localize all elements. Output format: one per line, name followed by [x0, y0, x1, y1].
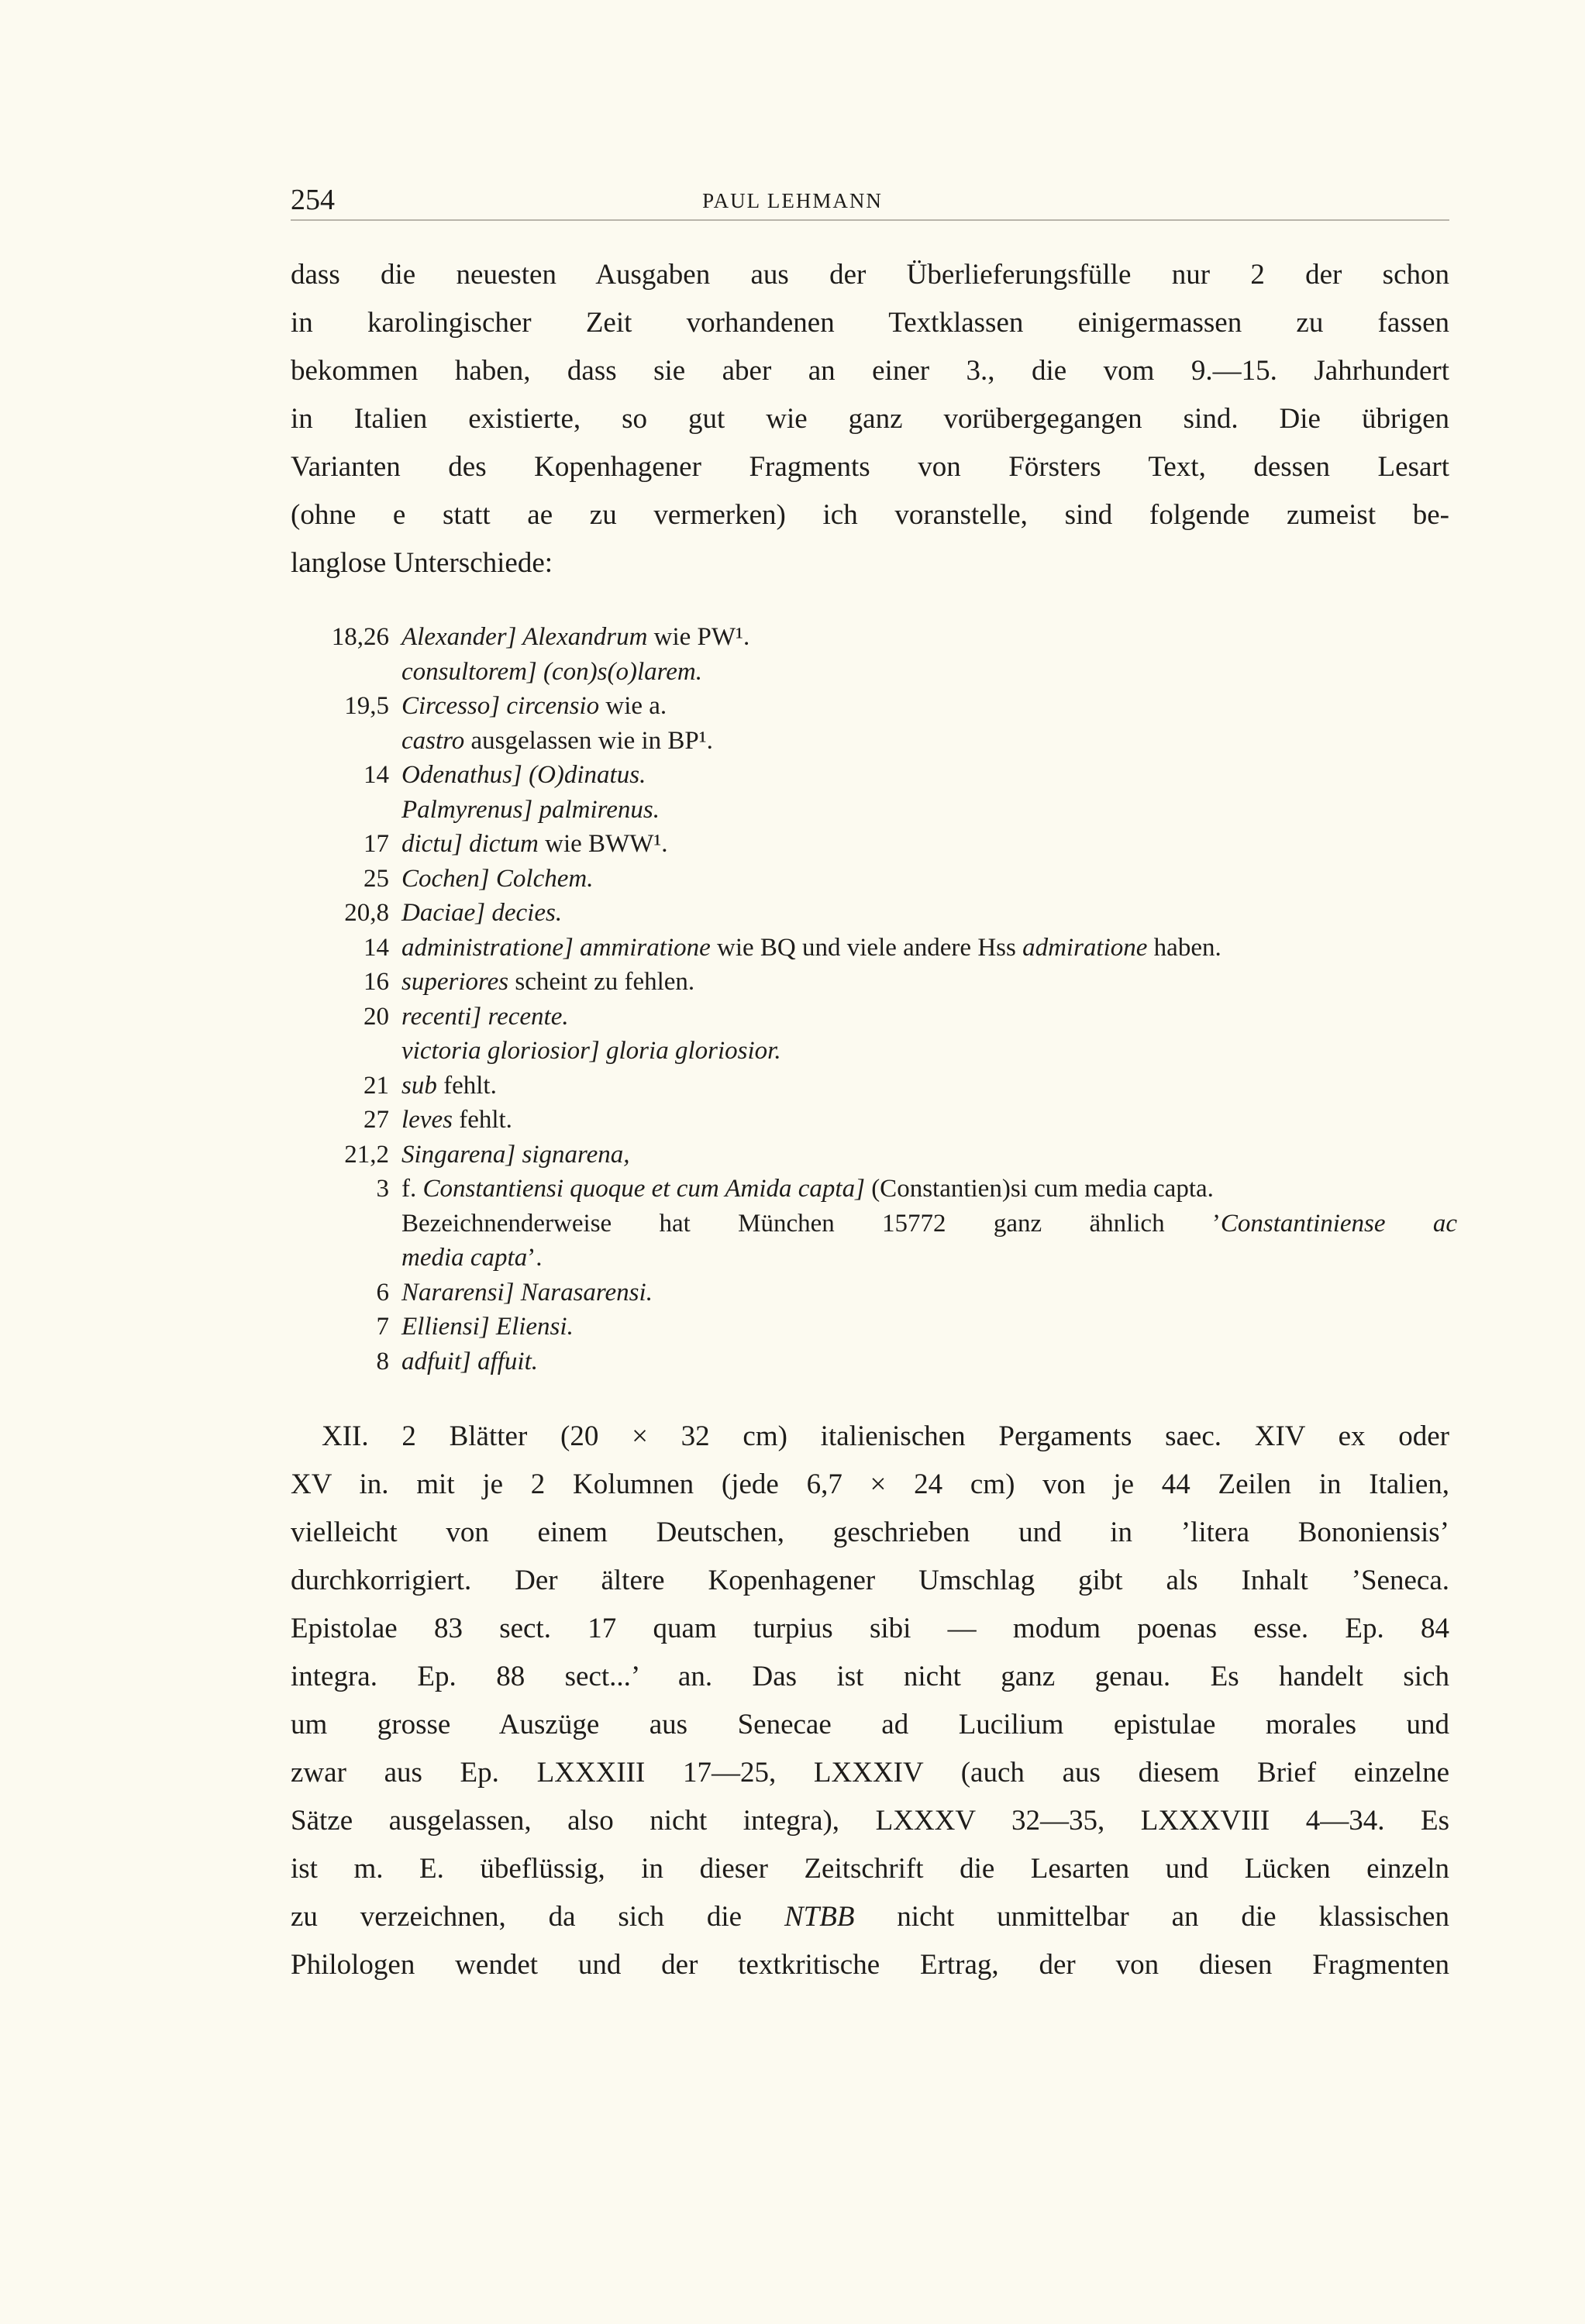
variant-reading — [401, 724, 1457, 759]
variant-reading — [401, 862, 1457, 897]
apparatus-entry — [295, 620, 1457, 655]
text-line — [291, 1893, 1449, 1941]
text-line — [291, 1797, 1449, 1845]
variant-reading — [401, 1138, 1457, 1172]
page-number: 254 — [291, 184, 335, 216]
apparatus-entry — [295, 1103, 1457, 1138]
text-line — [291, 539, 1449, 587]
text-run: in Italien existierte, so gut wie ganz vorübergegangen sind. Die übrigen — [291, 403, 1449, 435]
text-run: ausgelassen wie in BP¹. — [464, 726, 713, 755]
apparatus-entry — [295, 1310, 1457, 1344]
header-rule — [291, 219, 1449, 221]
text-line — [291, 251, 1449, 299]
text-line — [291, 1845, 1449, 1893]
italic-text: Palmyrenus] palmirenus. — [401, 795, 660, 824]
text-run: nicht unmittelbar an die klassischen — [854, 1901, 1449, 1933]
text-run: wie a. — [599, 692, 667, 720]
line-reference — [295, 655, 401, 690]
apparatus-entry — [295, 1000, 1457, 1035]
apparatus-entry — [295, 896, 1457, 931]
variant-reading — [401, 689, 1457, 724]
variant-reading — [401, 896, 1457, 931]
line-reference: 3 — [376, 1175, 389, 1203]
section-xii-paragraph — [291, 1413, 1449, 1989]
text-line — [291, 299, 1449, 347]
text-run: (ohne e statt ae zu vermerken) ich voranstelle, sind folgende zumeist be- — [291, 499, 1449, 531]
text-line — [291, 1653, 1449, 1701]
text-run: durchkorrigiert. Der ältere Kopenhagener Umschlag gibt als Inhalt ’Seneca. — [291, 1565, 1449, 1596]
text-run: bekommen haben, dass sie aber an einer 3., die vom 9.—15. Jahrhundert — [291, 355, 1449, 387]
variant-reading — [401, 1207, 1457, 1241]
apparatus-entry — [295, 1034, 1457, 1069]
italic-text: victoria gloriosior] gloria gloriosior. — [401, 1037, 781, 1065]
text-run: haben. — [1147, 933, 1221, 962]
text-line — [291, 347, 1449, 395]
apparatus-entry — [295, 793, 1457, 828]
apparatus-entry — [295, 1344, 1457, 1379]
apparatus-entry — [295, 965, 1457, 1000]
text-line — [291, 1557, 1449, 1605]
variant-reading — [401, 620, 1457, 655]
text-run: dass die neuesten Ausgaben aus der Überlieferungsfülle nur 2 der schon — [291, 259, 1449, 291]
variant-reading — [401, 1241, 1457, 1276]
text-run: Sätze ausgelassen, also nicht integra), LXXXV 32—35, LXXXVIII 4—34. Es — [291, 1805, 1449, 1837]
text-line — [291, 1413, 1449, 1461]
text-run: scheint zu fehlen. — [508, 968, 695, 996]
apparatus-entry — [295, 1138, 1457, 1172]
line-reference — [295, 793, 401, 828]
text-line — [291, 491, 1449, 539]
variant-reading — [401, 1276, 1457, 1310]
italic-text: sub — [401, 1071, 437, 1100]
variant-reading — [401, 965, 1457, 1000]
line-reference: 21,2 — [344, 1140, 389, 1169]
apparatus-entry — [295, 1276, 1457, 1310]
apparatus-entry — [295, 758, 1457, 793]
line-reference: 20 — [364, 1002, 389, 1031]
text-run: ’. — [527, 1244, 543, 1272]
italic-text: Nararensi] Narasarensi. — [401, 1278, 653, 1307]
text-run: fehlt. — [436, 1071, 497, 1100]
line-reference: 19,5 — [344, 692, 389, 720]
italic-text: Cochen] Colchem. — [401, 864, 594, 893]
italic-text: Odenathus] (O)dinatus. — [401, 761, 646, 789]
text-run: Philologen wendet und der textkritische Ertrag, der von diesen Fragmenten — [291, 1949, 1449, 1981]
text-run: wie BWW¹. — [538, 830, 668, 858]
text-line — [291, 1749, 1449, 1797]
text-run: ist m. E. übeflüssig, in dieser Zeitschrift die Lesarten und Lücken einzeln — [291, 1853, 1449, 1885]
variant-reading — [401, 1069, 1457, 1103]
text-run: langlose Unterschiede: — [291, 547, 553, 579]
variant-reading — [401, 1310, 1457, 1344]
text-run: Varianten des Kopenhagener Fragments von Försters Text, dessen Lesart — [291, 451, 1449, 483]
apparatus-entry — [295, 724, 1457, 759]
italic-text: Singarena] signarena, — [401, 1140, 630, 1169]
italic-text: Circesso] circensio — [401, 692, 600, 720]
text-line — [291, 443, 1449, 491]
text-run: Bezeichnenderweise hat München 15772 ganz ähnlich ’ — [401, 1209, 1221, 1238]
italic-text: Elliensi] Eliensi. — [401, 1313, 574, 1341]
italic-text: consultorem] (con)s(o)larem. — [401, 657, 702, 686]
variant-reading — [401, 793, 1457, 828]
text-line — [291, 1941, 1449, 1989]
line-reference — [295, 724, 401, 759]
italic-text: NTBB — [784, 1901, 855, 1933]
apparatus-entry — [295, 862, 1457, 897]
text-run: f. — [401, 1175, 423, 1203]
variant-reading — [401, 931, 1457, 966]
text-line — [291, 395, 1449, 443]
italic-text: Constantiniense ac — [1220, 1209, 1457, 1238]
line-reference: 6 — [376, 1278, 389, 1307]
text-line — [291, 1509, 1449, 1557]
text-run: vielleicht von einem Deutschen, geschrieben und in ’litera Bononiensis’ — [291, 1517, 1449, 1548]
italic-text: Constantiensi quoque et cum Amida capta] — [422, 1175, 865, 1203]
italic-text: recenti] recente. — [401, 1002, 569, 1031]
line-reference: 20,8 — [344, 899, 389, 927]
line-reference: 7 — [376, 1313, 389, 1341]
line-reference: 21 — [364, 1071, 389, 1100]
text-line — [291, 1461, 1449, 1509]
running-head: PAUL LEHMANN — [702, 189, 883, 212]
text-run: zwar aus Ep. LXXXIII 17—25, LXXXIV (auch aus diesem Brief einzelne — [291, 1757, 1449, 1789]
text-run: fehlt. — [452, 1106, 512, 1134]
apparatus-entry — [295, 1207, 1457, 1241]
text-run: wie PW¹. — [647, 623, 750, 651]
line-reference: 25 — [364, 864, 389, 893]
italic-text: media capta — [401, 1244, 528, 1272]
variant-reading — [401, 1103, 1457, 1138]
italic-text: superiores — [401, 968, 509, 996]
text-run: um grosse Auszüge aus Senecae ad Lucilium epistulae morales und — [291, 1709, 1449, 1740]
variant-reading — [401, 758, 1457, 793]
variant-reading — [401, 1034, 1457, 1069]
italic-text: adfuit] affuit. — [401, 1347, 539, 1375]
italic-text: dictu] dictum — [401, 830, 539, 858]
line-reference: 8 — [376, 1347, 389, 1375]
line-reference: 18,26 — [331, 623, 389, 651]
intro-paragraph — [291, 251, 1449, 587]
apparatus-entry — [295, 827, 1457, 862]
line-reference — [295, 1241, 401, 1276]
text-run: XV in. mit je 2 Kolumnen (jede 6,7 × 24 cm) von je 44 Zeilen in Italien, — [291, 1468, 1449, 1500]
line-reference: 16 — [364, 968, 389, 996]
apparatus-entry — [295, 1172, 1457, 1207]
variant-reading — [401, 655, 1457, 690]
line-reference — [295, 1207, 401, 1241]
apparatus-entry — [295, 1069, 1457, 1103]
apparatus-entry — [295, 1241, 1457, 1276]
line-reference: 14 — [364, 761, 389, 789]
variant-reading — [401, 1344, 1457, 1379]
italic-text: admiratione — [1022, 933, 1148, 962]
variant-reading — [401, 827, 1457, 862]
apparatus-entry — [295, 655, 1457, 690]
text-run: wie BQ und viele andere Hss — [710, 933, 1023, 962]
italic-text: castro — [401, 726, 465, 755]
italic-text: leves — [401, 1106, 453, 1134]
text-line — [291, 1701, 1449, 1749]
line-reference: 27 — [364, 1106, 389, 1134]
text-run: zu verzeichnen, da sich die — [291, 1901, 784, 1933]
apparatus-entry — [295, 931, 1457, 966]
italic-text: Daciae] decies. — [401, 899, 563, 927]
text-run: integra. Ep. 88 sect...’ an. Das ist nicht ganz genau. Es handelt sich — [291, 1661, 1449, 1692]
line-reference: 14 — [364, 933, 389, 962]
line-reference — [295, 1034, 401, 1069]
text-run: XII. 2 Blätter (20 × 32 cm) italienischen Pergaments saec. XIV ex oder — [322, 1420, 1449, 1452]
text-run: (Constantien)si cum media capta. — [864, 1175, 1214, 1203]
variant-reading — [401, 1000, 1457, 1035]
text-line — [291, 1605, 1449, 1653]
text-run: Epistolae 83 sect. 17 quam turpius sibi — modum poenas esse. Ep. 84 — [291, 1613, 1449, 1644]
text-run: in karolingischer Zeit vorhandenen Textklassen einigermassen zu fassen — [291, 307, 1449, 339]
italic-text: administratione] ammiratione — [401, 933, 711, 962]
critical-apparatus — [295, 620, 1457, 1379]
line-reference: 17 — [364, 830, 389, 858]
variant-reading — [401, 1172, 1457, 1207]
apparatus-entry — [295, 689, 1457, 724]
italic-text: Alexander] Alexandrum — [401, 623, 648, 651]
